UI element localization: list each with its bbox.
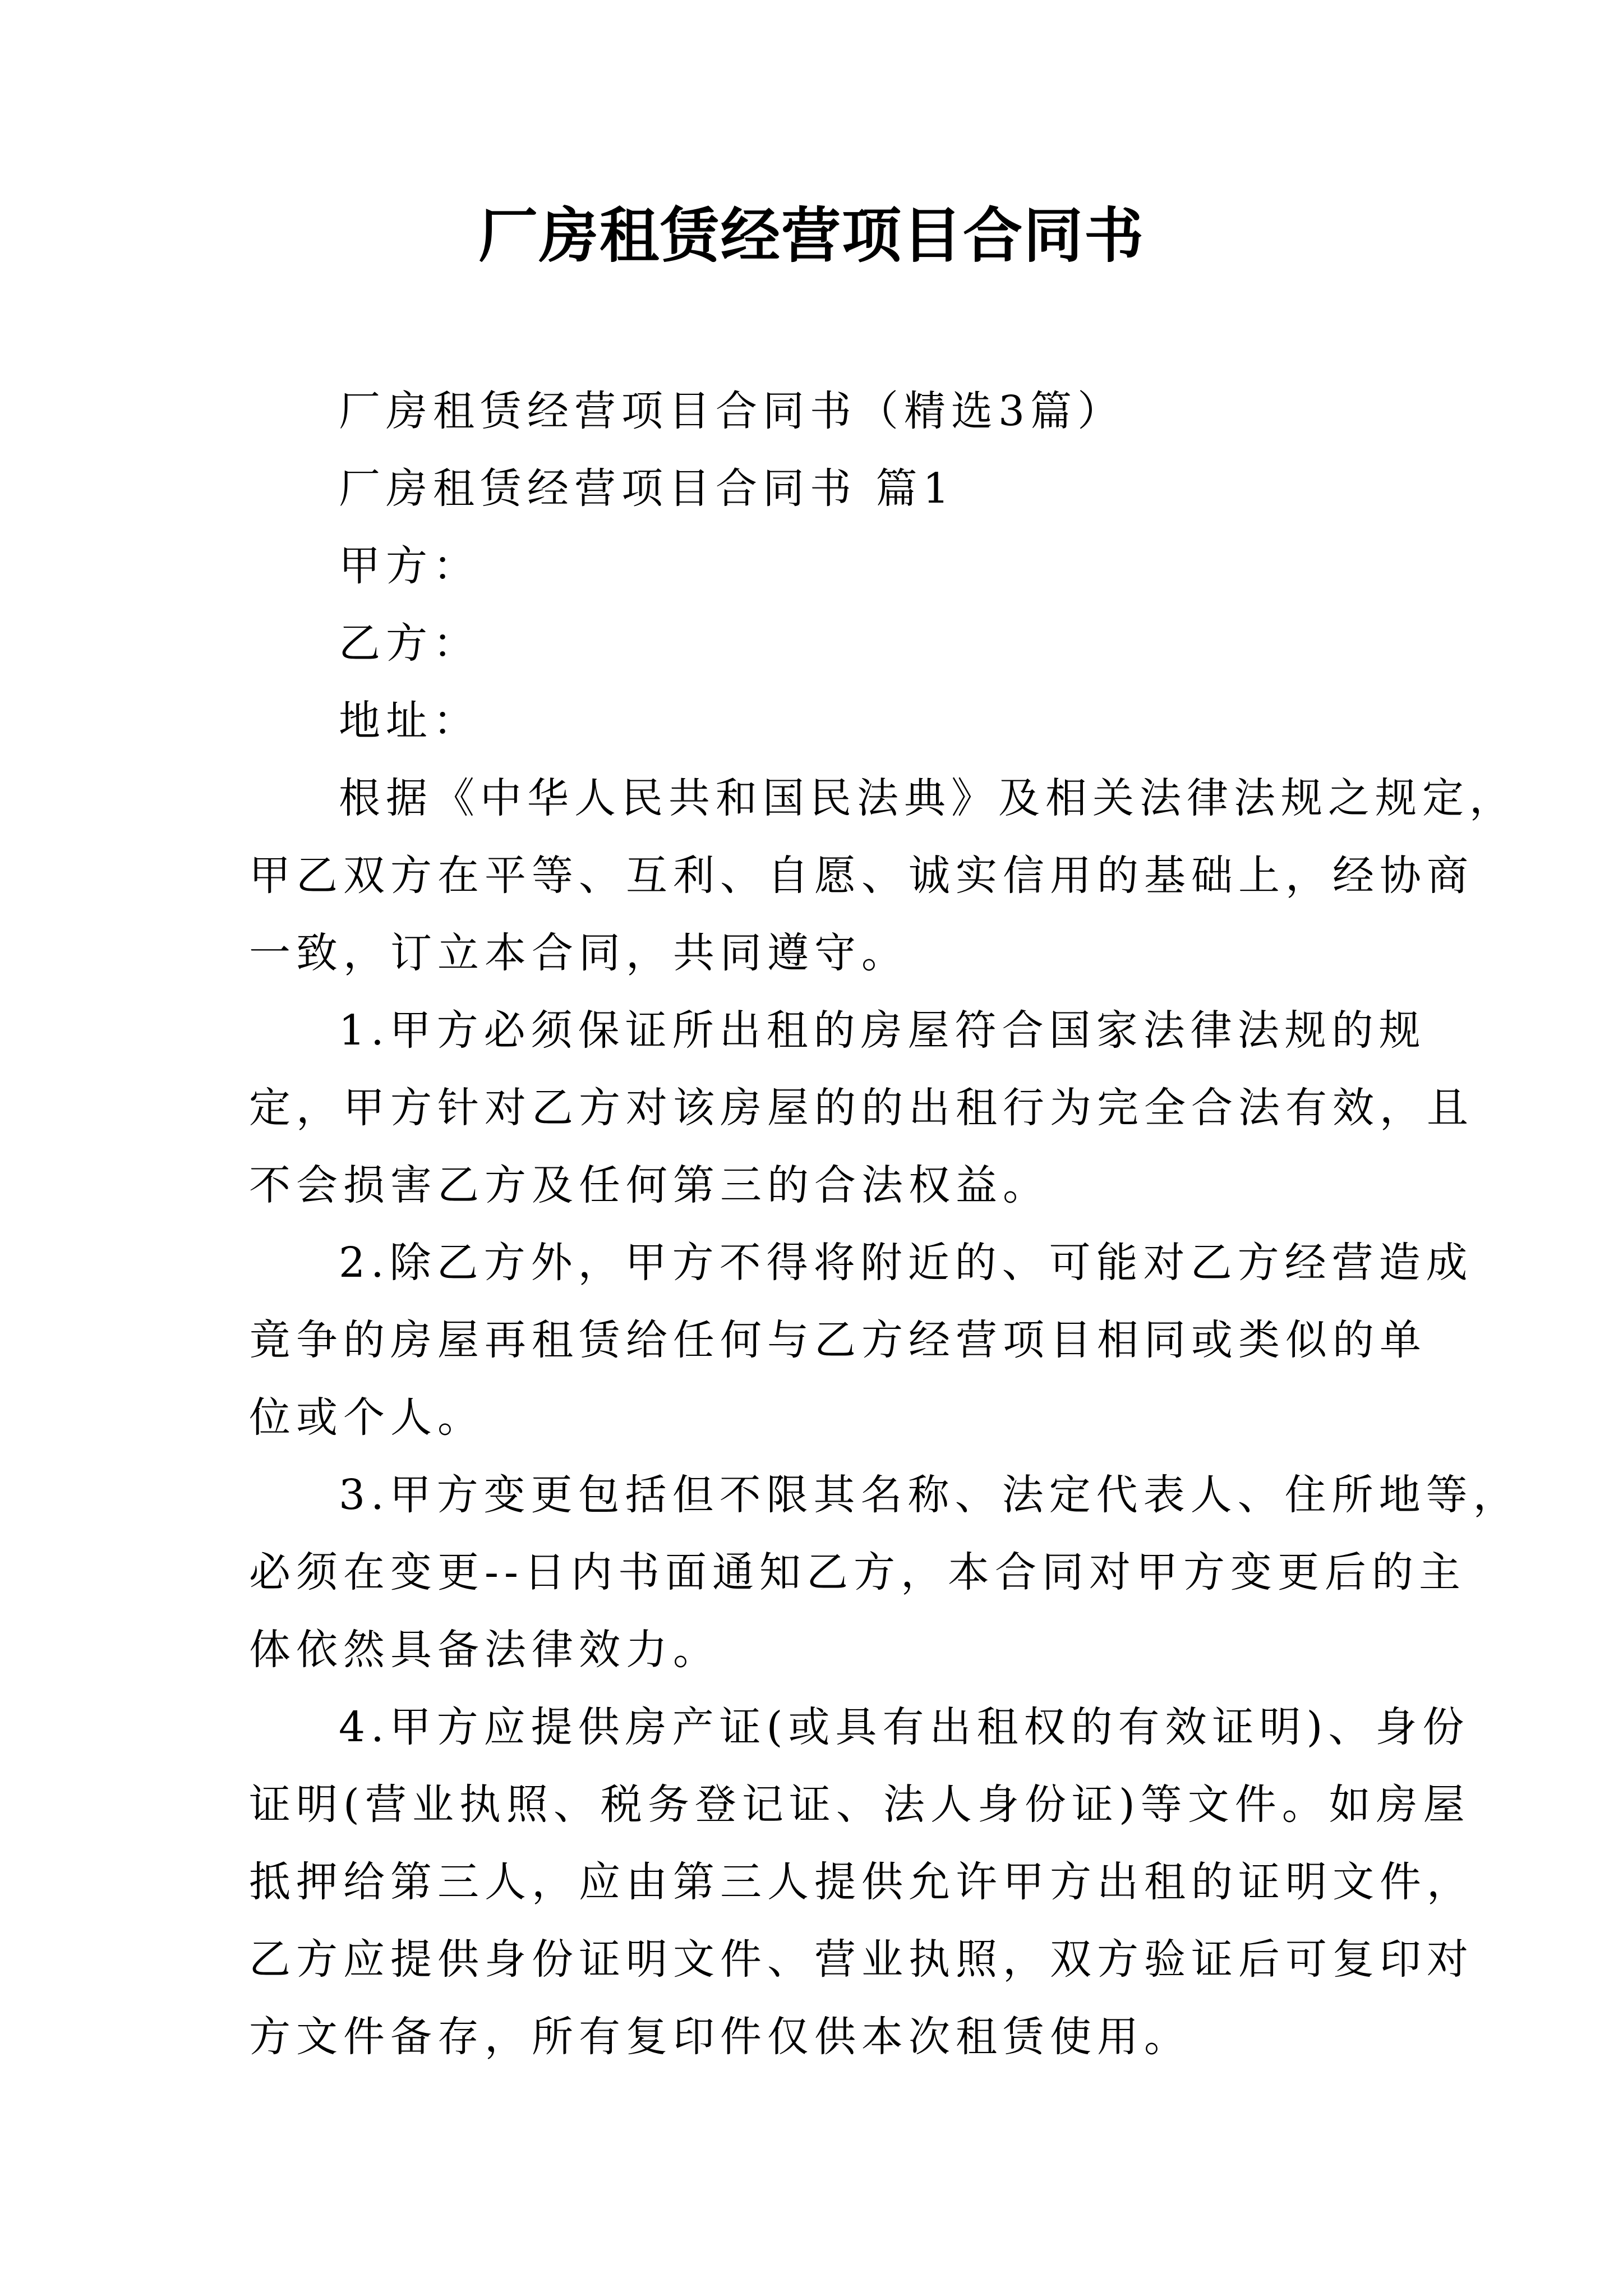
clause-3-line: 3.甲方变更包括但不限其名称、法定代表人、住所地等， (339, 1471, 1520, 1519)
paragraph-line: 甲乙双方在平等、互利、自愿、诚实信用的基础上，经协商 (249, 852, 1474, 900)
clause-1-line: 定，甲方针对乙方对该房屋的的出租行为完全合法有效，且 (249, 1084, 1474, 1132)
address-label: 地址： (339, 697, 480, 745)
document-title: 厂房租赁经营项目合同书 (478, 200, 1145, 270)
clause-4-line: 证明(营业执照、税务登记证、法人身份证)等文件。如房屋 (249, 1780, 1470, 1829)
clause-1-line: 不会损害乙方及任何第三的合法权益。 (249, 1161, 1050, 1209)
clause-4-line: 乙方应提供身份证明文件、营业执照，双方验证后可复印对 (249, 1935, 1474, 1984)
clause-3-line: 体依然具备法律效力。 (249, 1626, 720, 1674)
paragraph-line: 根据《中华人民共和国民法典》及相关法律法规之规定， (339, 774, 1516, 822)
clause-1-line: 1.甲方必须保证所出租的房屋符合国家法律法规的规 (339, 1006, 1426, 1055)
clause-2-line: 位或个人。 (249, 1393, 485, 1442)
subtitle-line: 厂房租赁经营项目合同书（精选3篇） (339, 387, 1125, 435)
party-a-label: 甲方： (339, 542, 480, 590)
section-heading: 厂房租赁经营项目合同书 篇1 (339, 464, 955, 513)
document-body (249, 372, 1520, 2076)
clause-3-line: 必须在变更--日内书面通知乙方，本合同对甲方变更后的主 (249, 1548, 1467, 1596)
clause-2-line: 2.除乙方外，甲方不得将附近的、可能对乙方经营造成 (339, 1239, 1473, 1287)
clause-4-line: 抵押给第三人，应由第三人提供允许甲方出租的证明文件， (249, 1858, 1474, 1906)
clause-2-line: 竟争的房屋再租赁给任何与乙方经营项目相同或类似的单 (249, 1316, 1427, 1364)
paragraph-line: 一致，订立本合同，共同遵守。 (249, 929, 909, 977)
clause-4-line: 方文件备存，所有复印件仅供本次租赁使用。 (249, 2013, 1191, 2061)
party-b-label: 乙方： (339, 619, 480, 668)
clause-4-line: 4.甲方应提供房产证(或具有出租权的有效证明)、身份 (339, 1703, 1470, 1751)
